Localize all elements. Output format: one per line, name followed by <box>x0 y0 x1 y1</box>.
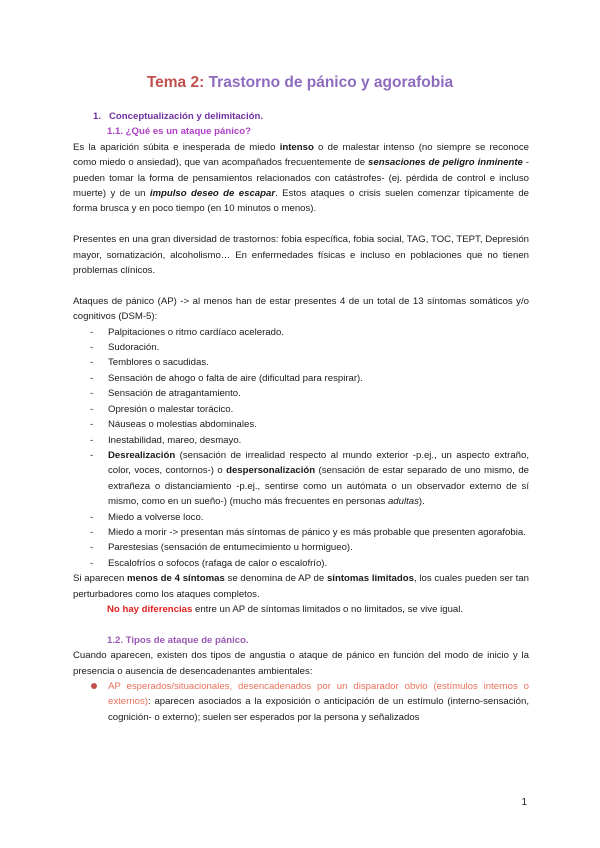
bold-run: síntomas limitados <box>326 573 414 585</box>
paragraph-no-differences <box>73 602 529 617</box>
text-run: : aparecen asociados a la exposición o anticipación de un estímulo (interno-sensación, cognición- o externo); suelen ser esperados por la persona y señalizados <box>108 696 529 723</box>
subsection-heading: 1.1. ¿Qué es un ataque pánico? <box>107 126 251 138</box>
document-body <box>73 109 529 725</box>
symptom-item <box>73 386 529 401</box>
title-main: Trastorno de pánico y agorafobia <box>208 74 454 91</box>
symptom-item <box>73 540 529 555</box>
page-number: 1 <box>521 797 527 808</box>
text-run: entre un AP de síntomas limitados o no limitados, se vive igual. <box>192 603 464 615</box>
title-prefix: Tema 2: <box>146 74 205 91</box>
text-run: Si aparecen <box>73 573 128 585</box>
symptom-item <box>73 402 529 417</box>
bold-run: Desrealización <box>108 449 176 461</box>
highlight-orange: AP esperados/situacionales, desencadenados por un disparador obvio (estímulos internos o externos) <box>108 680 529 708</box>
symptom-text: Parestesias (sensación de entumecimiento u hormigueo). <box>108 542 353 554</box>
text-run: (sensación de estar separado de uno mismo, de extrañeza o distanciamiento -p.ej., sentirse como un autómata o un observador externo de sí mismo, como en un sueño-) (mucho más frecuentes en personas <box>108 465 529 508</box>
symptom-list <box>73 325 529 572</box>
symptom-text: Inestabilidad, mareo, desmayo. <box>108 434 242 446</box>
section-heading <box>73 109 529 124</box>
symptom-item <box>73 448 529 510</box>
dash-marker: - <box>90 357 94 369</box>
symptom-item <box>73 525 529 540</box>
dash-marker: - <box>90 449 94 461</box>
symptom-text: Opresión o malestar torácico. <box>108 403 234 415</box>
paragraph-definition <box>73 140 529 217</box>
bold-run: intenso <box>279 141 314 153</box>
symptom-text: Escalofríos o sofocos (rafaga de calor o escalofrío). <box>108 557 328 569</box>
bold-run: menos de 4 síntomas <box>127 573 225 585</box>
subsection-heading: 1.2. Tipos de ataque de pánico. <box>107 634 249 646</box>
bullet-dot <box>91 683 97 689</box>
symptom-text: Miedo a morir -> presentan más síntomas de pánico y es más probable que presenten agorafobia. <box>108 526 526 538</box>
symptom-item <box>73 510 529 525</box>
paragraph-disorders: Presentes en una gran diversidad de trastornos: fobia específica, fobia social, TAG, TOC, TEPT, Depresión mayor, somatización, alcoholismo… En enfermedades físicas e incluso en poblaciones que no tienen problemas clínicos. <box>73 234 529 277</box>
symptom-text: Sensación de atragantamiento. <box>108 388 241 400</box>
text-run: . Estos ataques o crisis suelen comenzar típicamente de forma brusca y en poco tiempo (en 10 minutos o menos). <box>73 188 530 215</box>
dash-marker: - <box>90 326 94 338</box>
text-run: se denomina de AP de <box>224 573 327 585</box>
text-run: ). <box>418 496 425 508</box>
highlight-red: No hay diferencias <box>107 603 193 615</box>
symptom-item <box>73 325 529 340</box>
bold-italic-run: sensaciones de peligro inminente <box>368 157 523 169</box>
text-run: (sensación de irrealidad respecto al mundo exterior -p.ej., un aspecto extraño, color, voces, contornos-) o <box>108 449 529 477</box>
dash-marker: - <box>90 419 94 431</box>
symptom-item <box>73 355 529 370</box>
symptom-text: Miedo a volverse loco. <box>108 511 204 523</box>
page-title <box>0 74 600 92</box>
dash-marker: - <box>90 557 94 569</box>
dash-marker: - <box>90 526 94 538</box>
text-run: , los cuales pueden ser tan perturbadores como los ataques completos. <box>73 573 529 600</box>
dash-marker: - <box>90 342 94 354</box>
paragraph-types: Cuando aparecen, existen dos tipos de angustia o ataque de pánico en función del modo de inicio y la presencia o ausencia de desencadenantes ambientales: <box>73 650 529 677</box>
symptom-item <box>73 433 529 448</box>
bold-italic-run: impulso deseo de escapar <box>149 188 276 200</box>
symptom-item <box>73 556 529 571</box>
section-number: 1. <box>93 111 102 122</box>
dash-marker: - <box>90 542 94 554</box>
dash-marker: - <box>90 403 94 415</box>
symptom-text: Palpitaciones o ritmo cardíaco acelerado. <box>108 326 284 338</box>
types-item <box>73 679 529 725</box>
bold-run: despersonalización <box>226 465 316 477</box>
text-run: o de malestar intenso (no siempre se reconoce como miedo o ansiedad), que van acompañados frecuentemente de <box>73 141 529 169</box>
symptom-item <box>73 371 529 386</box>
section-heading-text: Conceptualización y delimitación. <box>109 111 264 122</box>
paragraph-criteria: Ataques de pánico (AP) -> al menos han de estar presentes 4 de un total de 13 síntomas somáticos y/o cognitivos (DSM-5): <box>73 295 529 323</box>
italic-run: adultas <box>387 496 419 508</box>
symptom-text: Temblores o sacudidas. <box>108 357 209 369</box>
symptom-item <box>73 417 529 432</box>
symptom-item <box>73 340 529 355</box>
symptom-text: Náuseas o molestias abdominales. <box>108 419 257 431</box>
symptom-text: Sensación de ahogo o falta de aire (dificultad para respirar). <box>108 372 363 384</box>
dash-marker: - <box>90 511 94 523</box>
types-list <box>73 679 529 725</box>
text-run: -pueden tomar la forma de pensamientos relacionados con catástrofes- (ej. pérdida de control e incluso muerte) y de un <box>73 157 529 200</box>
dash-marker: - <box>90 434 94 446</box>
dash-marker: - <box>90 388 94 400</box>
symptom-text: Sudoración. <box>108 342 160 354</box>
text-run: Es la aparición súbita e inesperada de miedo <box>73 141 280 153</box>
paragraph-limited-symptoms <box>73 571 529 602</box>
dash-marker: - <box>90 372 94 384</box>
